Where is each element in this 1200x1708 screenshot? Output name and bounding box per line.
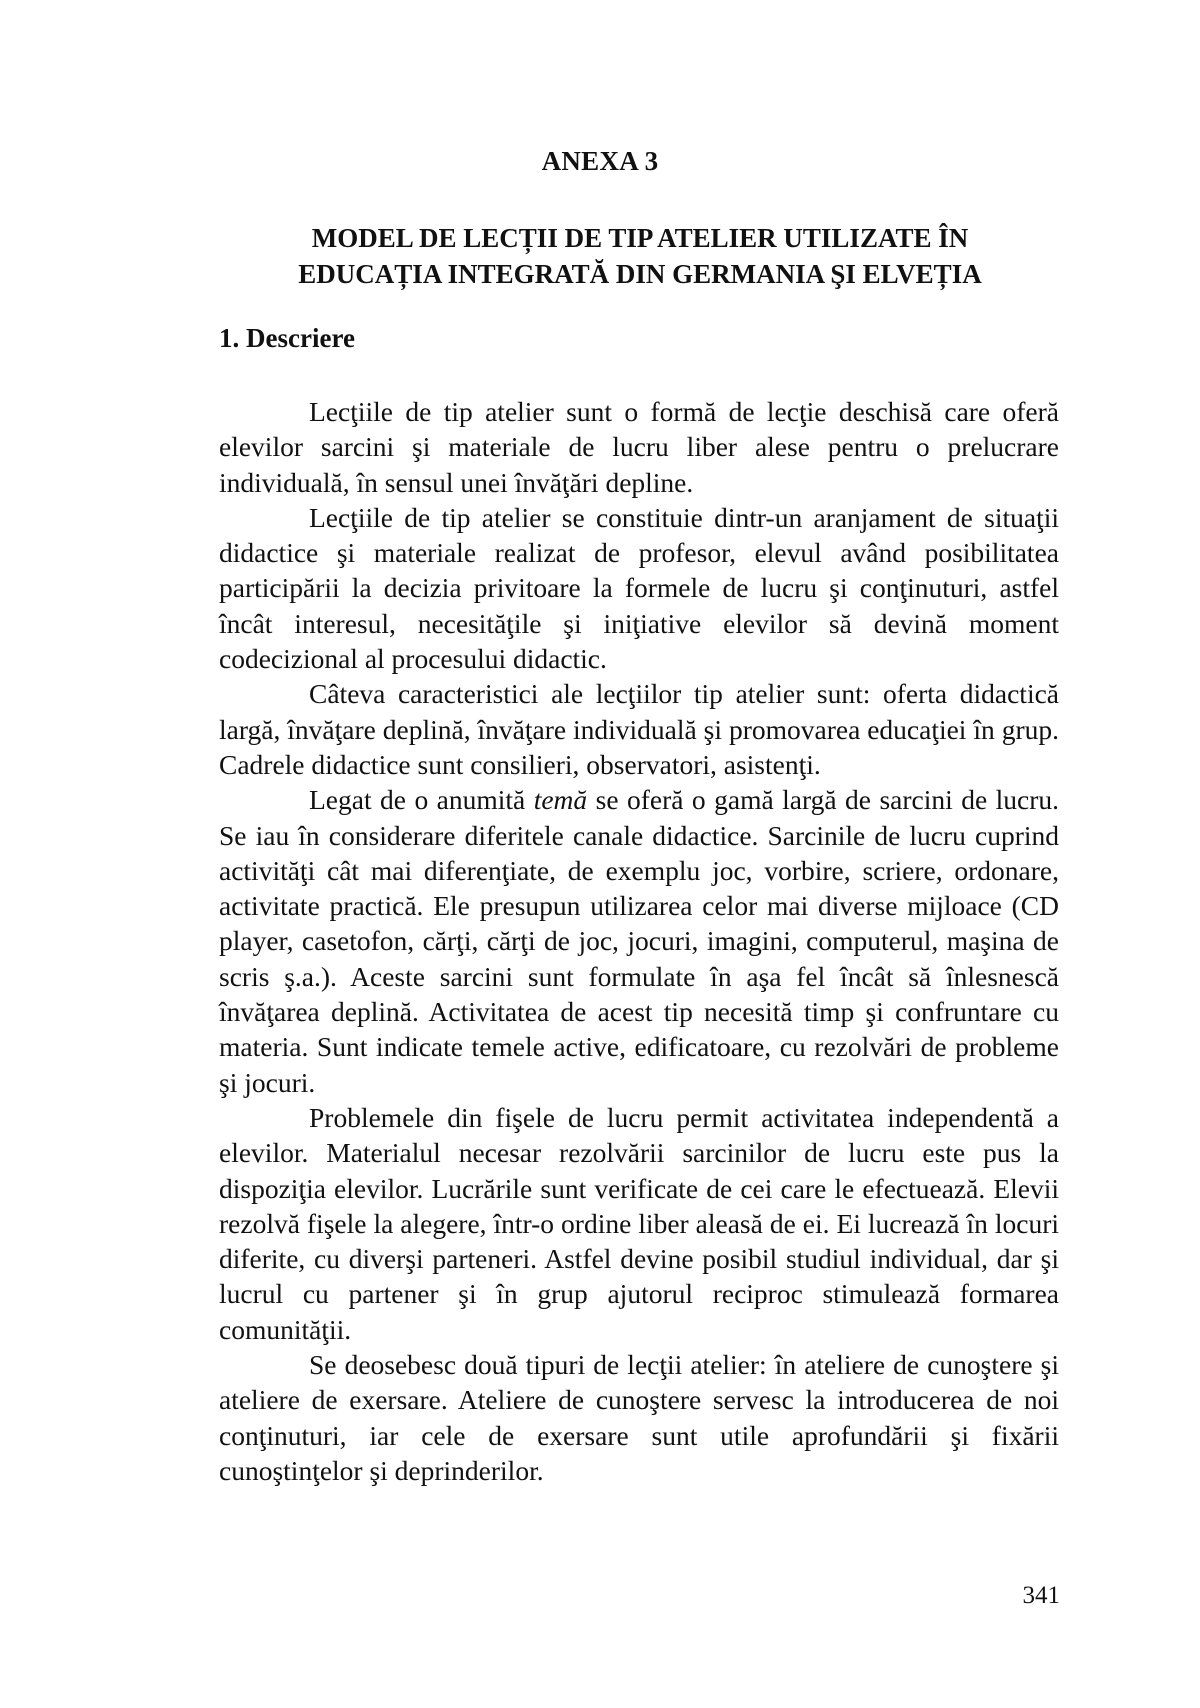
body-text (219, 394, 1059, 1488)
paragraph-4-emphasis: temă (533, 784, 588, 816)
paragraph-4 (219, 782, 1059, 1100)
page-number: 341 (1022, 1582, 1060, 1609)
paragraph-1: Lecţiile de tip atelier sunt o formă de lecţie deschisă care oferă elevilor sarcini şi materiale de lucru liber alese pentru o prelucrare individuală, în sensul unei învăţări depline. (219, 396, 1059, 498)
annex-title: ANEXA 3 (541, 146, 659, 176)
main-title-line-2: EDUCAȚIA INTEGRATĂ DIN GERMANIA ŞI ELVEȚIA (298, 259, 982, 289)
paragraph-5: Problemele din fişele de lucru permit activitatea independentă a elevilor. Materialul necesar rezolvării sarcinilor de lucru este pus la dispoziţia elevilor. Lucrările sunt verificate de cei care le efectuează. Elevii rezolvă fişele la alegere, într-o ordine liber aleasă de ei. Ei lucrează în locuri diferite, cu diverşi parteneri. Astfel devine posibil studiul individual, dar şi lucrul cu partener şi în grup ajutorul reciproc stimulează formarea comunităţii. (219, 1101, 1059, 1345)
paragraph-3: Câteva caracteristici ale lecţiilor tip atelier sunt: oferta didactică largă, învăţare deplină, învăţare individuală şi promovarea educaţiei în grup. Cadrele didactice sunt consilieri, observatori, asistenţi. (219, 678, 1059, 780)
main-title-line-1: MODEL DE LECȚII DE TIP ATELIER UTILIZATE ÎN (311, 223, 969, 253)
main-title (220, 220, 1060, 292)
paragraph-2: Lecţiile de tip atelier se constituie dintr-un aranjament de situaţii didactice şi materiale realizat de profesor, elevul având posibilitatea participării la decizia privitoare la formele de lucru şi conţinuturi, astfel încât interesul, necesităţile şi iniţiative elevilor să devină moment codecizional al procesului didactic. (219, 501, 1059, 675)
paragraph-4-before: Legat de o anumită (309, 784, 534, 816)
paragraph-6: Se deosebesc două tipuri de lecţii atelier: în ateliere de cunoştere şi ateliere de exersare. Ateliere de cunoştere servesc la introducerea de noi conţinuturi, iar cele de exersare sunt utile aprofundării şi fixării cunoştinţelor şi deprinderilor. (219, 1349, 1059, 1486)
section-heading: 1. Descriere (219, 323, 355, 353)
paragraph-4-after: se oferă o gamă largă de sarcini de lucru. Se iau în considerare diferitele canale didactice. Sarcinile de lucru cuprind activităţi cât mai diferenţiate, de exemplu joc, vorbire, scriere, ordonare, activitate practică. Ele presupun utilizarea celor mai diverse mijloace (CD player, casetofon, cărţi, cărţi de joc, jocuri, imagini, computerul, maşina de scris ş.a.). Aceste sarcini sunt formulate în aşa fel încât să înlesnescă învăţarea deplină. Activitatea de acest tip necesită timp şi confruntare cu materia. Sunt indicate temele active, edificatoare, cu rezolvări de probleme şi jocuri. (219, 784, 1059, 1098)
